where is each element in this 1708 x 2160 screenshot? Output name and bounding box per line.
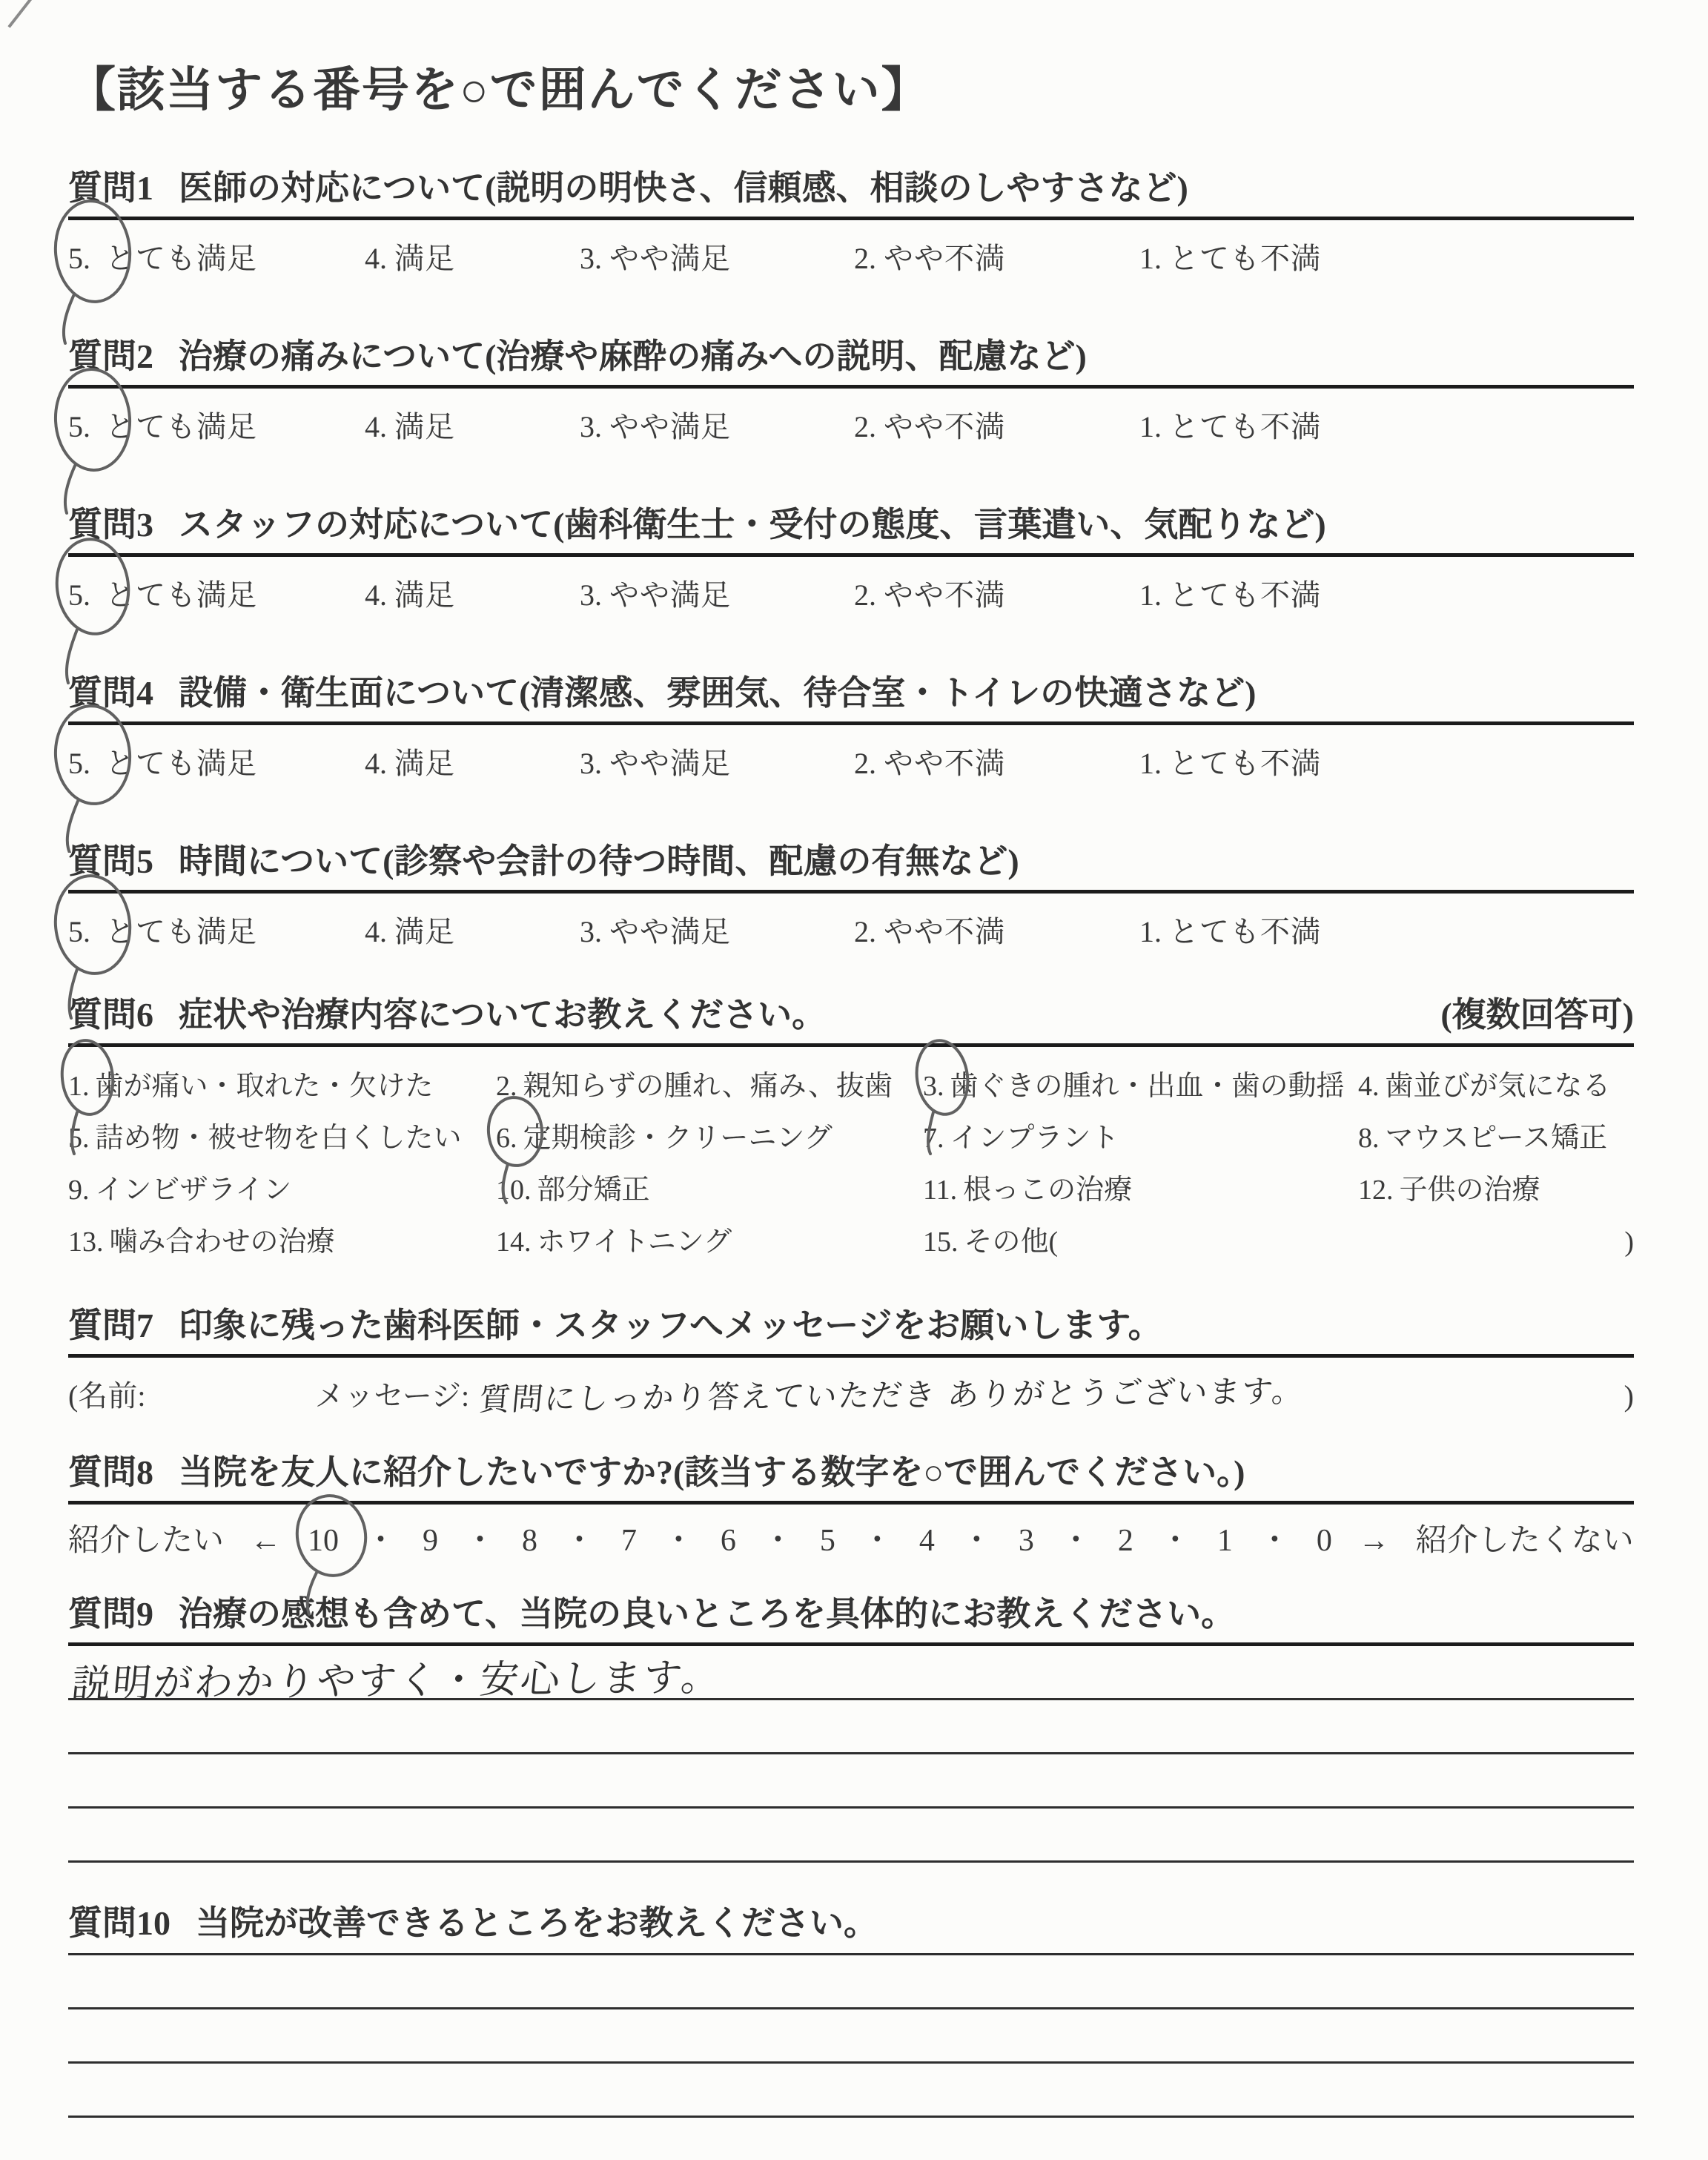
option-number-text: 1. — [1139, 410, 1162, 443]
question-4-number: 質問4 — [68, 674, 153, 712]
option-number-text: 2. — [854, 242, 876, 275]
q6-item-6-label: 定期検診・クリーニング — [523, 1123, 833, 1154]
answer-line — [68, 1754, 1634, 1809]
q6-item-1-label: 歯が痛い・取れた・欠けた — [95, 1071, 434, 1102]
question-6-section — [68, 993, 1634, 1268]
q6-item-2-label: 親知らずの腫れ、痛み、抜歯 — [523, 1071, 893, 1102]
q6-item-8-label: マウスピース矯正 — [1385, 1123, 1607, 1154]
answer-line — [68, 2064, 1634, 2118]
answer-line — [68, 2009, 1634, 2064]
q6-item-3 — [923, 1060, 1358, 1112]
question-9-number: 質問9 — [68, 1595, 153, 1633]
q6-item-13-label: 噛み合わせの治療 — [109, 1226, 335, 1258]
question-5-option-4-label: 満足 — [394, 915, 455, 948]
q8-scale-2: 2 — [1117, 1524, 1133, 1558]
q7-handwritten-message: 質問にしっかり答えていただき ありがとうございます。 — [477, 1373, 1307, 1418]
dot-separator: ・ — [1159, 1524, 1191, 1558]
option-number-text: 5. — [68, 242, 90, 275]
q6-item-4 — [1358, 1060, 1634, 1112]
q8-scale-3: 3 — [1018, 1524, 1034, 1558]
question-3-section — [68, 503, 1634, 616]
question-3-title: スタッフの対応について(歯科衛生士・受付の態度、言葉遣い、気配りなど) — [179, 506, 1326, 544]
question-2-option-3-label: やや満足 — [609, 410, 731, 443]
question-6-number: 質問6 — [68, 996, 153, 1034]
item-number-text: 4. — [1358, 1071, 1380, 1102]
q6-item-15-label: その他( — [964, 1226, 1059, 1258]
question-2-option-5-number — [68, 406, 90, 448]
question-10-section — [68, 1901, 1634, 2160]
item-number-text: 5. — [68, 1123, 90, 1154]
scale-number-text: 10 — [307, 1524, 339, 1558]
question-4-option-5-label: とても満足 — [105, 747, 257, 780]
q8-scale-0: 0 — [1316, 1524, 1332, 1558]
question-10-title: 当院が改善できるところをお教えください。 — [196, 1904, 878, 1942]
item-number-text: 11. — [923, 1175, 958, 1206]
question-4-option-4-label: 満足 — [394, 747, 455, 780]
item-number-text: 7. — [923, 1123, 944, 1154]
q6-item-7-label: インプラント — [950, 1123, 1119, 1154]
question-1-options — [68, 220, 1634, 280]
option-number-text: 3. — [580, 747, 602, 780]
answer-line — [68, 1809, 1634, 1863]
arrow-left-icon: ← — [250, 1524, 282, 1558]
q6-item-10-label: 部分矯正 — [537, 1175, 650, 1206]
question-5-option-5 — [68, 911, 365, 953]
q6-item-10 — [496, 1164, 923, 1216]
question-5-option-1 — [1139, 911, 1634, 953]
q6-item-1-number — [68, 1060, 90, 1112]
question-1-section — [68, 166, 1634, 280]
q6-item-12-label: 子供の治療 — [1399, 1175, 1540, 1206]
form-title: 【該当する番号を○で囲んでください】 — [68, 64, 930, 116]
question-3-option-4 — [365, 575, 580, 616]
option-number-text: 1. — [1139, 578, 1162, 612]
question-5-option-2-label: やや不満 — [884, 915, 1005, 948]
question-2-option-4-label: 満足 — [394, 410, 455, 443]
question-1-option-3 — [580, 238, 854, 280]
question-10-number: 質問10 — [68, 1904, 171, 1942]
question-1-option-2-label: やや不満 — [884, 242, 1005, 275]
question-3-option-5 — [68, 575, 365, 616]
question-9-answer-area — [68, 1646, 1634, 1863]
question-4-option-5 — [68, 743, 365, 785]
question-4-options — [68, 725, 1634, 785]
q6-item-11-label: 根っこの治療 — [963, 1175, 1133, 1206]
item-number-text: 15. — [923, 1226, 959, 1258]
q6-item-13 — [68, 1216, 496, 1268]
question-4-option-3 — [580, 743, 854, 785]
question-3-header — [68, 503, 1634, 547]
question-6-items — [68, 1047, 1634, 1268]
question-3-number: 質問3 — [68, 506, 153, 544]
question-3-options — [68, 557, 1634, 616]
question-1-option-4 — [365, 238, 580, 280]
question-7-number: 質問7 — [68, 1307, 153, 1344]
question-8-scale — [68, 1505, 1634, 1562]
dot-separator: ・ — [762, 1524, 794, 1558]
q8-scale-4: 4 — [918, 1524, 935, 1558]
q6-item-15-close-paren: ) — [1624, 1226, 1634, 1258]
q6-item-4-label: 歯並びが気になる — [1385, 1071, 1611, 1102]
q6-item-14 — [496, 1216, 923, 1268]
question-5-option-3 — [580, 911, 854, 953]
q9-handwritten-answer: 説明がわかりやすく・安心します。 — [70, 1655, 724, 1707]
question-1-number: 質問1 — [68, 169, 153, 207]
question-5-option-5-label: とても満足 — [105, 915, 257, 948]
question-3-option-1 — [1139, 575, 1634, 616]
q6-item-12 — [1358, 1164, 1634, 1216]
q6-item-8 — [1358, 1112, 1634, 1164]
question-7-section — [68, 1304, 1634, 1418]
question-9-title: 治療の感想も含めて、当院の良いところを具体的にお教えください。 — [179, 1595, 1236, 1633]
question-3-option-5-label: とても満足 — [105, 578, 257, 612]
option-number-text: 2. — [854, 410, 876, 443]
q7-message-label: メッセージ: — [314, 1379, 470, 1413]
q8-scale-9: 9 — [422, 1524, 438, 1558]
question-2-option-1 — [1139, 406, 1634, 448]
q7-name-label: (名前: — [68, 1379, 146, 1413]
question-1-option-5-label: とても満足 — [105, 242, 257, 275]
dot-separator: ・ — [365, 1524, 397, 1558]
option-number-text: 2. — [854, 915, 876, 948]
question-2-option-2-label: やや不満 — [884, 410, 1005, 443]
dot-separator: ・ — [1259, 1524, 1291, 1558]
scan-artifact — [7, 0, 33, 28]
option-number-text: 3. — [580, 915, 602, 948]
question-2-option-3 — [580, 406, 854, 448]
item-number-text: 14. — [496, 1226, 532, 1258]
question-9-header — [68, 1592, 1634, 1636]
item-number-text: 1. — [68, 1071, 90, 1102]
question-1-option-2 — [854, 238, 1139, 280]
q6-item-2 — [496, 1060, 923, 1112]
option-number-text: 5. — [68, 410, 90, 443]
option-number-text: 1. — [1139, 915, 1162, 948]
item-number-text: 8. — [1358, 1123, 1380, 1154]
dot-separator: ・ — [663, 1524, 695, 1558]
option-number-text: 3. — [580, 242, 602, 275]
question-5-section — [68, 839, 1634, 953]
question-3-option-4-label: 満足 — [394, 578, 455, 612]
item-number-text: 12. — [1358, 1175, 1394, 1206]
question-3-option-2 — [854, 575, 1139, 616]
question-4-option-2 — [854, 743, 1139, 785]
q8-scale-1: 1 — [1217, 1524, 1233, 1558]
question-4-option-3-label: やや満足 — [609, 747, 731, 780]
answer-line — [68, 2118, 1634, 2160]
question-1-option-1 — [1139, 238, 1634, 280]
question-6-header — [68, 993, 1634, 1037]
option-number-text: 5. — [68, 915, 90, 948]
question-4-option-2-label: やや不満 — [884, 747, 1005, 780]
q6-item-6 — [496, 1112, 923, 1164]
option-number-text: 1. — [1139, 747, 1162, 780]
q8-scale-10 — [308, 1519, 339, 1562]
question-5-options — [68, 894, 1634, 953]
question-2-section — [68, 334, 1634, 448]
question-8-header — [68, 1450, 1634, 1495]
q6-item-14-label: ホワイトニング — [537, 1226, 732, 1258]
option-number-text: 4. — [365, 578, 387, 612]
q6-item-11 — [923, 1164, 1358, 1216]
question-5-option-2 — [854, 911, 1139, 953]
question-1-option-1-label: とても不満 — [1169, 242, 1321, 275]
option-number-text: 2. — [854, 747, 876, 780]
question-4-option-1-label: とても不満 — [1169, 747, 1321, 780]
option-number-text: 5. — [68, 578, 90, 612]
question-2-option-1-label: とても不満 — [1169, 410, 1321, 443]
answer-line — [68, 1955, 1634, 2009]
question-2-number: 質問2 — [68, 337, 153, 375]
question-2-options — [68, 389, 1634, 448]
question-7-answer-row — [68, 1358, 1634, 1418]
option-number-text: 5. — [68, 747, 90, 780]
question-6-note: (複数回答可) — [1440, 996, 1634, 1034]
q6-item-5-label: 詰め物・被せ物を白くしたい — [95, 1123, 462, 1154]
question-7-title: 印象に残った歯科医師・スタッフへメッセージをお願いします。 — [179, 1307, 1162, 1344]
question-5-option-5-number — [68, 911, 90, 953]
question-9-section — [68, 1592, 1634, 1863]
item-number-text: 13. — [68, 1226, 104, 1258]
q8-scale-5: 5 — [819, 1524, 835, 1558]
question-4-header — [68, 671, 1634, 716]
dot-separator: ・ — [563, 1524, 595, 1558]
q6-item-9-label: インビザライン — [95, 1175, 292, 1206]
question-2-option-5 — [68, 406, 365, 448]
question-4-title: 設備・衛生面について(清潔感、雰囲気、待合室・トイレの快適さなど) — [179, 674, 1257, 712]
question-10-answer-area — [68, 1955, 1634, 2160]
question-1-option-4-label: 満足 — [394, 242, 455, 275]
option-number-text: 3. — [580, 578, 602, 612]
item-number-text: 9. — [68, 1175, 90, 1206]
option-number-text: 4. — [365, 242, 387, 275]
q6-item-1 — [68, 1060, 496, 1112]
question-3-option-2-label: やや不満 — [884, 578, 1005, 612]
question-2-header — [68, 334, 1634, 379]
question-8-title: 当院を友人に紹介したいですか?(該当する数字を○で囲んでください。) — [179, 1453, 1245, 1491]
answer-line — [68, 1700, 1634, 1754]
question-4-option-5-number — [68, 743, 90, 785]
question-2-title: 治療の痛みについて(治療や麻酔の痛みへの説明、配慮など) — [179, 337, 1087, 375]
question-4-option-1 — [1139, 743, 1634, 785]
question-5-option-4 — [365, 911, 580, 953]
option-number-text: 4. — [365, 747, 387, 780]
question-4-option-4 — [365, 743, 580, 785]
question-2-option-4 — [365, 406, 580, 448]
question-8-number: 質問8 — [68, 1453, 153, 1491]
item-number-text: 3. — [923, 1071, 944, 1102]
question-5-header — [68, 839, 1634, 884]
q7-close-paren: ) — [1623, 1379, 1634, 1413]
q6-item-9 — [68, 1164, 496, 1216]
q6-item-3-label: 歯ぐきの腫れ・出血・歯の動揺 — [950, 1071, 1345, 1102]
item-number-text: 2. — [496, 1071, 517, 1102]
question-1-header — [68, 166, 1634, 211]
option-number-text: 4. — [365, 915, 387, 948]
question-3-option-1-label: とても不満 — [1169, 578, 1321, 612]
question-7-header — [68, 1304, 1634, 1348]
arrow-right-icon: → — [1358, 1524, 1390, 1558]
question-2-option-2 — [854, 406, 1139, 448]
question-5-option-3-label: やや満足 — [609, 915, 731, 948]
option-number-text: 4. — [365, 410, 387, 443]
q6-item-6-number — [496, 1112, 517, 1164]
question-1-option-5 — [68, 238, 365, 280]
question-5-option-1-label: とても不満 — [1169, 915, 1321, 948]
question-3-option-5-number — [68, 575, 90, 616]
item-number-text: 10. — [496, 1175, 532, 1206]
question-3-option-3-label: やや満足 — [609, 578, 731, 612]
dot-separator: ・ — [861, 1524, 893, 1558]
question-2-option-5-label: とても満足 — [105, 410, 257, 443]
question-1-title: 医師の対応について(説明の明快さ、信頼感、相談のしやすさなど) — [179, 169, 1188, 207]
q6-item-15 — [923, 1216, 1634, 1268]
question-8-section — [68, 1450, 1634, 1562]
q8-scale-6: 6 — [720, 1524, 736, 1558]
dot-separator: ・ — [961, 1524, 993, 1558]
question-6-title: 症状や治療内容についてお教えください。 — [179, 996, 827, 1034]
question-1-option-5-number — [68, 238, 90, 280]
item-number-text: 6. — [496, 1123, 517, 1154]
q6-item-7 — [923, 1112, 1358, 1164]
question-3-option-3 — [580, 575, 854, 616]
question-5-title: 時間について(診察や会計の待つ時間、配慮の有無など) — [179, 842, 1019, 880]
dot-separator: ・ — [464, 1524, 496, 1558]
q6-item-3-number — [923, 1060, 944, 1112]
question-10-header — [68, 1901, 1634, 1946]
q8-want-label: 紹介したい — [68, 1524, 225, 1558]
q6-item-5 — [68, 1112, 496, 1164]
question-5-number: 質問5 — [68, 842, 153, 880]
q8-not-want-label: 紹介したくない — [1415, 1524, 1634, 1558]
option-number-text: 2. — [854, 578, 876, 612]
option-number-text: 1. — [1139, 242, 1162, 275]
question-1-option-3-label: やや満足 — [609, 242, 731, 275]
q6-item-15-left — [923, 1216, 1058, 1268]
question-4-section — [68, 671, 1634, 785]
q8-scale-7: 7 — [620, 1524, 637, 1558]
dot-separator: ・ — [1060, 1524, 1092, 1558]
q8-scale-8: 8 — [521, 1524, 537, 1558]
option-number-text: 3. — [580, 410, 602, 443]
